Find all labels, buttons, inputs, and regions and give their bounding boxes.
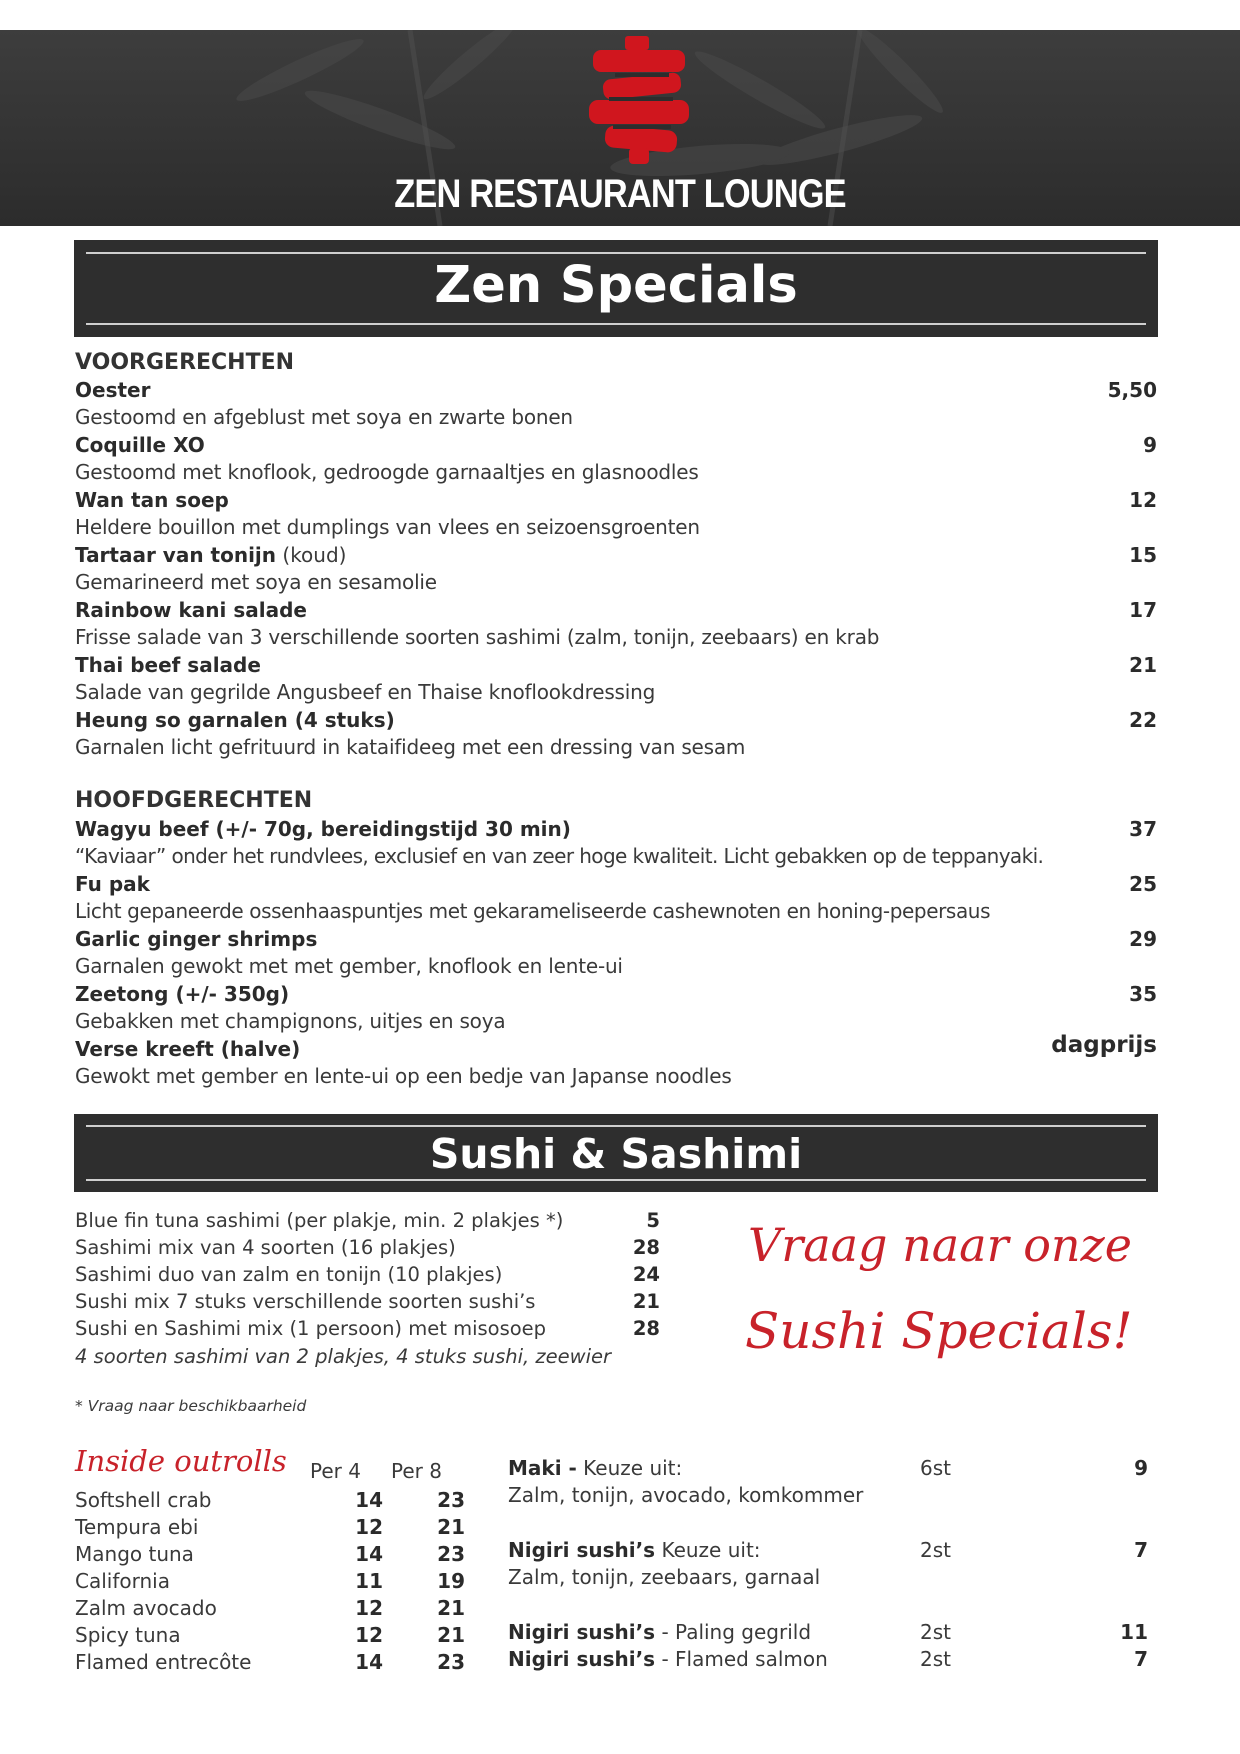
menu-item-description: Gebakken met champignons, uitjes en soya — [75, 1009, 506, 1033]
menu-item-description: Gestoomd met knoflook, gedroogde garnaaltjes en glasnoodles — [75, 460, 699, 484]
price: 35 — [1129, 982, 1157, 1006]
outroll-row: Flamed entrecôte 14 23 — [75, 1650, 465, 1674]
menu-item: Zeetong (+/- 350g) 35 — [75, 982, 1157, 1006]
price: 21 — [632, 1290, 660, 1313]
banner-rule-top — [86, 1125, 1146, 1127]
menu-item: Wagyu beef (+/- 70g, bereidingstijd 30 min) 37 — [75, 817, 1157, 841]
nigiri-description: Zalm, tonijn, zeebaars, garnaal — [508, 1565, 821, 1589]
menu-item: Fu pak 25 — [75, 872, 1157, 896]
menu-item: Wan tan soep 12 — [75, 488, 1157, 512]
sushi-sashimi-banner — [74, 1114, 1158, 1192]
sushi-item: Blue fin tuna sashimi (per plakje, min. 2 plakjes *) 5 — [75, 1209, 660, 1232]
zen-specials-banner — [74, 240, 1158, 337]
menu-item-description: Gestoomd en afgeblust met soya en zwarte bonen — [75, 405, 573, 429]
menu-item-description: Gewokt met gember en lente-ui op een bedje van Japanse noodles — [75, 1064, 732, 1088]
price: 5,50 — [1107, 378, 1157, 402]
outroll-row: Zalm avocado 12 21 — [75, 1596, 465, 1620]
column-header-per8: Per 8 — [391, 1459, 442, 1483]
outroll-row: California 11 19 — [75, 1569, 465, 1593]
quantity: 6st — [920, 1456, 951, 1480]
header-banner — [0, 30, 1240, 226]
maki-description: Zalm, tonijn, avocado, komkommer — [508, 1483, 864, 1507]
brand-name: ZEN RESTAURANT LOUNGE — [394, 172, 846, 216]
quantity: 2st — [920, 1538, 951, 1562]
price: 28 — [632, 1236, 660, 1259]
availability-footnote: * Vraag naar beschikbaarheid — [75, 1397, 307, 1415]
price: 21 — [1129, 653, 1157, 677]
menu-item-description: Garnalen gewokt met met gember, knoflook en lente-ui — [75, 954, 623, 978]
price: 15 — [1129, 543, 1157, 567]
price: 7 — [1134, 1538, 1148, 1562]
menu-item-description: Frisse salade van 3 verschillende soorten sashimi (zalm, tonijn, zeebaars) en krab — [75, 625, 880, 649]
price: 9 — [1143, 433, 1157, 457]
banner-rule-bottom — [86, 323, 1146, 325]
promo-line-2: Sushi Specials! — [745, 1302, 1133, 1360]
menu-item: Verse kreeft (halve) dagprijs — [75, 1032, 1157, 1061]
zen-kanji-logo-icon — [585, 36, 695, 166]
section-title-sushi: Sushi & Sashimi — [429, 1130, 803, 1178]
menu-item: Coquille XO 9 — [75, 433, 1157, 457]
column-header-per4: Per 4 — [310, 1459, 361, 1483]
menu-item-description: Licht gepaneerde ossenhaaspuntjes met gekarameliseerde cashewnoten en honing-pepersaus — [75, 899, 991, 923]
price: 11 — [1120, 1620, 1148, 1644]
menu-item: Garlic ginger shrimps 29 — [75, 927, 1157, 951]
quantity: 2st — [920, 1647, 951, 1671]
nigiri-item: Nigiri sushi’s Keuze uit: 2st 7 — [508, 1538, 1148, 1562]
section-title-specials: Zen Specials — [434, 256, 798, 315]
menu-item-description: Garnalen licht gefrituurd in kataifideeg met een dressing van sesam — [75, 735, 746, 759]
price: 29 — [1129, 927, 1157, 951]
menu-item-description: Heldere bouillon met dumplings van vlees en seizoensgroenten — [75, 515, 700, 539]
price: 22 — [1129, 708, 1157, 732]
menu-item: Oester 5,50 — [75, 378, 1157, 402]
outroll-row: Mango tuna 14 23 — [75, 1542, 465, 1566]
category-heading-voorgerechten: VOORGERECHTEN — [75, 350, 295, 375]
promo-line-1: Vraag naar onze — [748, 1218, 1132, 1272]
outroll-row: Tempura ebi 12 21 — [75, 1515, 465, 1539]
sushi-mix-note: 4 soorten sashimi van 2 plakjes, 4 stuks sushi, zeewier — [75, 1345, 612, 1368]
price: 7 — [1134, 1647, 1148, 1671]
price: 12 — [1129, 488, 1157, 512]
category-heading-hoofdgerechten: HOOFDGERECHTEN — [75, 788, 313, 813]
maki-item: Maki - Keuze uit: 6st 9 — [508, 1456, 1148, 1480]
menu-item: Thai beef salade 21 — [75, 653, 1157, 677]
price: 5 — [646, 1209, 660, 1232]
quantity: 2st — [920, 1620, 951, 1644]
nigiri-paling-item: Nigiri sushi’s - Paling gegrild 2st 11 — [508, 1620, 1148, 1644]
price: dagprijs — [1051, 1032, 1157, 1058]
menu-item-description: Salade van gegrilde Angusbeef en Thaise knoflookdressing — [75, 680, 656, 704]
menu-item-description: Gemarineerd met soya en sesamolie — [75, 570, 437, 594]
price: 9 — [1134, 1456, 1148, 1480]
price: 37 — [1129, 817, 1157, 841]
menu-item-description: “Kaviaar” onder het rundvlees, exclusief en van zeer hoge kwaliteit. Licht gebakken op de teppanyaki. — [75, 844, 1044, 868]
banner-rule-top — [86, 252, 1146, 254]
sushi-item: Sashimi mix van 4 soorten (16 plakjes) 28 — [75, 1236, 660, 1259]
banner-rule-bottom — [86, 1179, 1146, 1181]
nigiri-salmon-item: Nigiri sushi’s - Flamed salmon 2st 7 — [508, 1647, 1148, 1671]
inside-outrolls-title: Inside outrolls — [75, 1444, 287, 1478]
price: 24 — [632, 1263, 660, 1286]
outroll-row: Softshell crab 14 23 — [75, 1488, 465, 1512]
price: 28 — [632, 1317, 660, 1340]
sushi-item: Sushi en Sashimi mix (1 persoon) met misosoep 28 — [75, 1317, 660, 1340]
price: 17 — [1129, 598, 1157, 622]
outroll-row: Spicy tuna 12 21 — [75, 1623, 465, 1647]
menu-item: Tartaar van tonijn (koud) 15 — [75, 543, 1157, 567]
sushi-item: Sushi mix 7 stuks verschillende soorten sushi’s 21 — [75, 1290, 660, 1313]
price: 25 — [1129, 872, 1157, 896]
menu-item: Rainbow kani salade 17 — [75, 598, 1157, 622]
sushi-item: Sashimi duo van zalm en tonijn (10 plakjes) 24 — [75, 1263, 660, 1286]
menu-item: Heung so garnalen (4 stuks) 22 — [75, 708, 1157, 732]
